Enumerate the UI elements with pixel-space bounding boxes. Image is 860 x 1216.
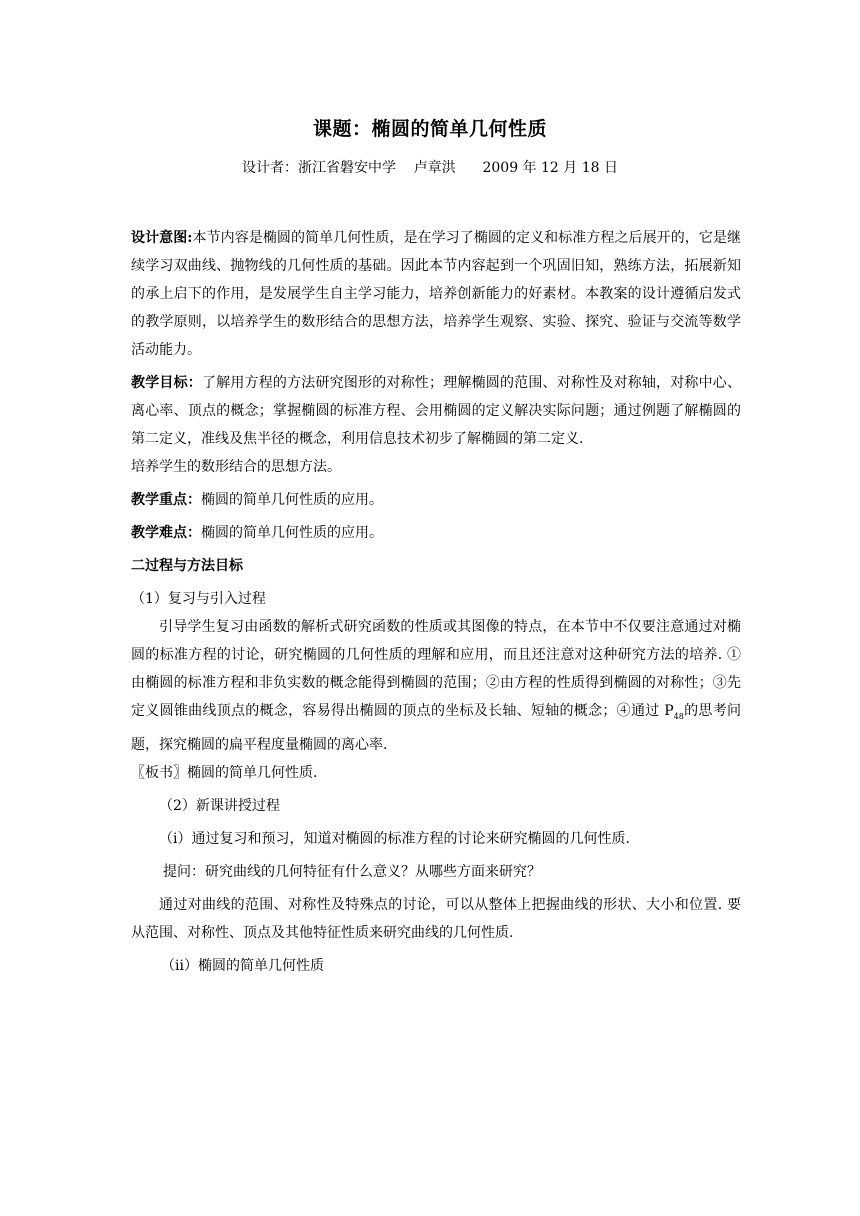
design-intent-label: 设计意图: bbox=[131, 230, 193, 246]
difficulty-text: 椭圆的简单几何性质的应用。 bbox=[201, 525, 383, 541]
question-line: 提问：研究曲线的几何特征有什么意义？从哪些方面来研究？ bbox=[163, 863, 541, 880]
key-point-text: 椭圆的简单几何性质的应用。 bbox=[201, 492, 383, 508]
author-line: 设计者：浙江省磐安中学 卢章洪 2009 年 12 月 18 日 bbox=[241, 160, 618, 176]
step2-heading: （2）新课讲授过程 bbox=[159, 797, 280, 814]
design-intent-text: 本节内容是椭圆的简单几何性质，是在学习了椭圆的定义和标准方程之后展开的，它是继续学习双曲线、抛物线的几何性质的基础。因此本节内容起到一个巩固旧知，熟练方法，拓展新知的承上启下的作用，是发展学生自主学习能力，培养创新能力的好素材。本教案的设计遵循启发式的教学原则，以培养学生的数形结合的思想方法，培养学生观察、实验、探究、验证与交流等数学活动能力。 bbox=[131, 230, 742, 358]
step2-item-ii: （ii）椭圆的简单几何性质 bbox=[161, 957, 324, 974]
difficulty-label: 教学难点： bbox=[131, 525, 201, 541]
goals-label: 教学目标： bbox=[131, 375, 202, 391]
step1-text: 引导学生复习由函数的解析式研究函数的性质或其图像的特点，在本节中不仅要注意通过对椭圆的标准方程的讨论，研究椭圆的几何性质的理解和应用，而且还注意对这种研究方法的培养. ①由椭圆的标准方程和非负实数的概念能得到椭圆的范围；②由方程的性质得到椭圆的对称性；③先定义圆锥曲线顶点的概念，容易得出椭圆的顶点的坐标及长轴、短轴的概念；④通过 P bbox=[131, 619, 741, 719]
step1-heading: （1）复习与引入过程 bbox=[131, 591, 266, 607]
goals-text: 了解用方程的方法研究图形的对称性；理解椭圆的范围、对称性及对称轴，对称中心、离心率、顶点的概念；掌握椭圆的标准方程、会用椭圆的定义解决实际问题；通过例题了解椭圆的第二定义，准线及焦半径的概念，利用信息技术初步了解椭圆的第二定义. bbox=[131, 375, 741, 447]
page-title: 课题：椭圆的简单几何性质 bbox=[312, 118, 547, 140]
step2-item-i: （i）通过复习和预习，知道对椭圆的标准方程的讨论来研究椭圆的几何性质. bbox=[159, 830, 630, 847]
design-intent-paragraph bbox=[131, 224, 741, 364]
difficulty-paragraph bbox=[131, 519, 741, 547]
goals-paragraph bbox=[131, 369, 741, 453]
step1-text-end: 的思考问题，探究椭圆的扁平程度量椭圆的离心率. bbox=[131, 703, 741, 753]
board-note: 〖板书〗椭圆的简单几何性质. bbox=[131, 764, 318, 781]
goals-text-continued: 培养学生的数形结合的思想方法。 bbox=[131, 459, 341, 475]
page-number-subscript: 48 bbox=[673, 711, 684, 721]
document-body bbox=[131, 224, 741, 980]
key-point-label: 教学重点： bbox=[131, 492, 201, 508]
section-heading: 二过程与方法目标 bbox=[131, 558, 243, 574]
answer-paragraph: 通过对曲线的范围、对称性及特殊点的讨论，可以从整体上把握曲线的形状、大小和位置. 要从范围、对称性、顶点及其他特征性质来研究曲线的几何性质. bbox=[131, 896, 741, 941]
step1-paragraph bbox=[131, 613, 741, 759]
key-point-paragraph bbox=[131, 486, 741, 514]
